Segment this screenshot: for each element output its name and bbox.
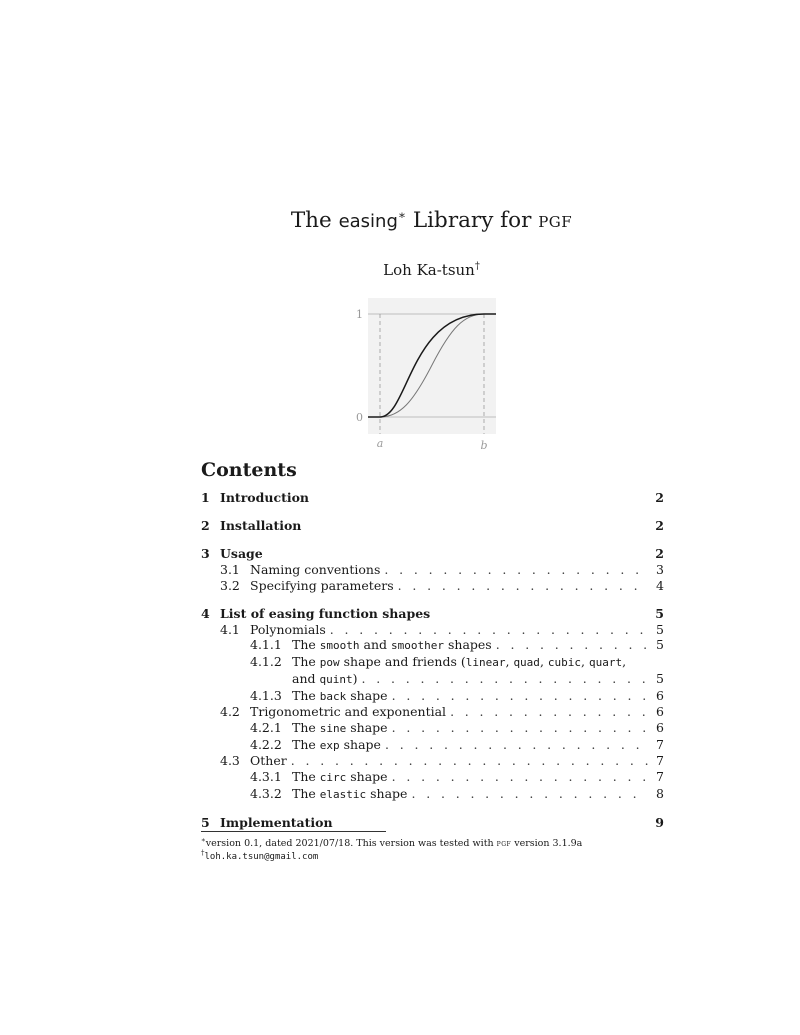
toc-label: The pow shape and friends (linear, quad, cubic, quart, [292, 654, 627, 670]
title-library-for: Library for [412, 208, 532, 233]
toc-page: 5 [655, 606, 664, 622]
toc-number: 3 [201, 546, 210, 562]
toc-label: The exp shape [292, 736, 381, 752]
title-footnote-mark: ∗ [397, 207, 407, 222]
toc-page: 5 [656, 637, 664, 653]
toc-page: 7 [656, 736, 664, 752]
toc-label: Polynomials [250, 621, 326, 637]
toc-label: Other [250, 753, 287, 769]
toc-label: Usage [220, 546, 263, 562]
xtick-a: a [376, 437, 384, 450]
toc-page: 5 [656, 621, 664, 637]
title-pgf: pgf [538, 208, 573, 233]
toc-page: 6 [656, 704, 664, 720]
toc-number: 4.1.1 [250, 637, 282, 653]
footnote-version-text: version 0.1, dated 2021/07/18. This version was tested with [205, 838, 494, 849]
toc-subsection-specifying-parameters[interactable] [201, 578, 664, 594]
toc-page: 4 [656, 577, 664, 593]
toc-label: Installation [220, 518, 302, 534]
toc-leader [330, 622, 648, 638]
xtick-b: b [480, 439, 488, 452]
toc-section-usage[interactable] [201, 546, 664, 562]
toc-subsubsection-smooth[interactable] [201, 637, 664, 654]
ytick-0: 0 [356, 411, 363, 424]
contents-heading: Contents [201, 459, 297, 481]
toc-subsection-other[interactable] [201, 753, 664, 769]
toc-leader [450, 704, 648, 720]
toc-leader [398, 578, 648, 594]
toc-label: The circ shape [292, 769, 388, 785]
toc-subsection-trig[interactable] [201, 704, 664, 720]
toc-subsubsection-circ[interactable] [201, 769, 664, 786]
toc-label: The smooth and smoother shapes [292, 637, 492, 653]
toc-leader [384, 562, 648, 578]
footnote-mark: † [201, 848, 205, 857]
toc-leader [496, 637, 648, 653]
toc-page: 2 [655, 490, 664, 505]
toc-number: 4.1.3 [250, 687, 282, 703]
table-of-contents [201, 490, 664, 831]
toc-number: 3.1 [220, 562, 240, 578]
footnote-mark: ∗ [201, 835, 206, 844]
toc-subsection-naming-conventions[interactable] [201, 562, 664, 578]
toc-section-installation[interactable] [201, 518, 664, 534]
author-name: Loh Ka-tsun [383, 261, 475, 279]
toc-page: 2 [655, 546, 664, 562]
toc-page: 5 [656, 670, 664, 686]
toc-section-introduction[interactable] [201, 490, 664, 506]
toc-number: 4 [201, 606, 210, 622]
toc-number: 5 [201, 814, 210, 830]
toc-leader [362, 671, 648, 687]
footnote-version [201, 837, 582, 851]
author [0, 261, 800, 279]
toc-page: 9 [655, 814, 664, 830]
title-word: The [290, 208, 332, 233]
toc-number: 2 [201, 518, 210, 534]
toc-number: 4.3.2 [250, 785, 282, 801]
toc-section-implementation[interactable] [201, 815, 664, 831]
toc-leader [392, 720, 648, 736]
toc-page: 2 [655, 518, 664, 534]
toc-subsubsection-pow-continued[interactable] [201, 671, 664, 688]
toc-page: 8 [656, 785, 664, 801]
toc-label: List of easing function shapes [220, 606, 431, 622]
toc-number: 4.2.2 [250, 736, 282, 752]
document-title [0, 208, 800, 233]
toc-subsubsection-elastic[interactable] [201, 786, 664, 803]
toc-number: 4.2 [220, 704, 240, 720]
toc-subsubsection-back[interactable] [201, 688, 664, 705]
toc-label: Trigonometric and exponential [250, 704, 447, 720]
toc-leader [411, 786, 648, 802]
title-easing: easing [338, 211, 398, 232]
toc-number: 1 [201, 490, 210, 505]
toc-leader [385, 737, 648, 753]
easing-figure [340, 292, 510, 454]
toc-leader [392, 769, 648, 785]
toc-label: Implementation [220, 814, 333, 830]
footnote-version-tail: version 3.1.9a [514, 838, 583, 849]
author-email[interactable]: loh.ka.tsun@gmail.com [204, 852, 319, 862]
toc-subsubsection-sine[interactable] [201, 720, 664, 737]
toc-page: 6 [656, 719, 664, 735]
toc-label: The back shape [292, 687, 388, 703]
toc-leader [291, 753, 648, 769]
toc-label: and quint) [292, 670, 358, 686]
toc-number: 3.2 [220, 577, 240, 593]
footnote-email [201, 850, 318, 864]
toc-number: 4.3 [220, 753, 240, 769]
toc-label: Specifying parameters [250, 577, 394, 593]
toc-label: Naming conventions [250, 562, 381, 578]
toc-page: 7 [656, 753, 664, 769]
toc-label: The elastic shape [292, 785, 408, 801]
toc-number: 4.1 [220, 621, 240, 637]
toc-label: Introduction [220, 490, 310, 505]
toc-section-shapes[interactable] [201, 606, 664, 622]
author-footnote-mark: † [474, 261, 480, 272]
footnote-pgf: pgf [496, 839, 512, 849]
toc-leader [392, 688, 648, 704]
toc-label: The sine shape [292, 719, 388, 735]
toc-number: 4.2.1 [250, 719, 282, 735]
toc-page: 3 [656, 562, 664, 578]
ytick-1: 1 [356, 308, 363, 321]
toc-page: 7 [656, 769, 664, 785]
toc-number: 4.3.1 [250, 769, 282, 785]
toc-subsection-polynomials[interactable] [201, 622, 664, 638]
toc-subsubsection-exp[interactable] [201, 737, 664, 754]
toc-number: 4.1.2 [250, 654, 282, 670]
toc-subsubsection-pow[interactable] [201, 654, 664, 671]
footnote-rule [201, 831, 386, 832]
toc-page: 6 [656, 687, 664, 703]
